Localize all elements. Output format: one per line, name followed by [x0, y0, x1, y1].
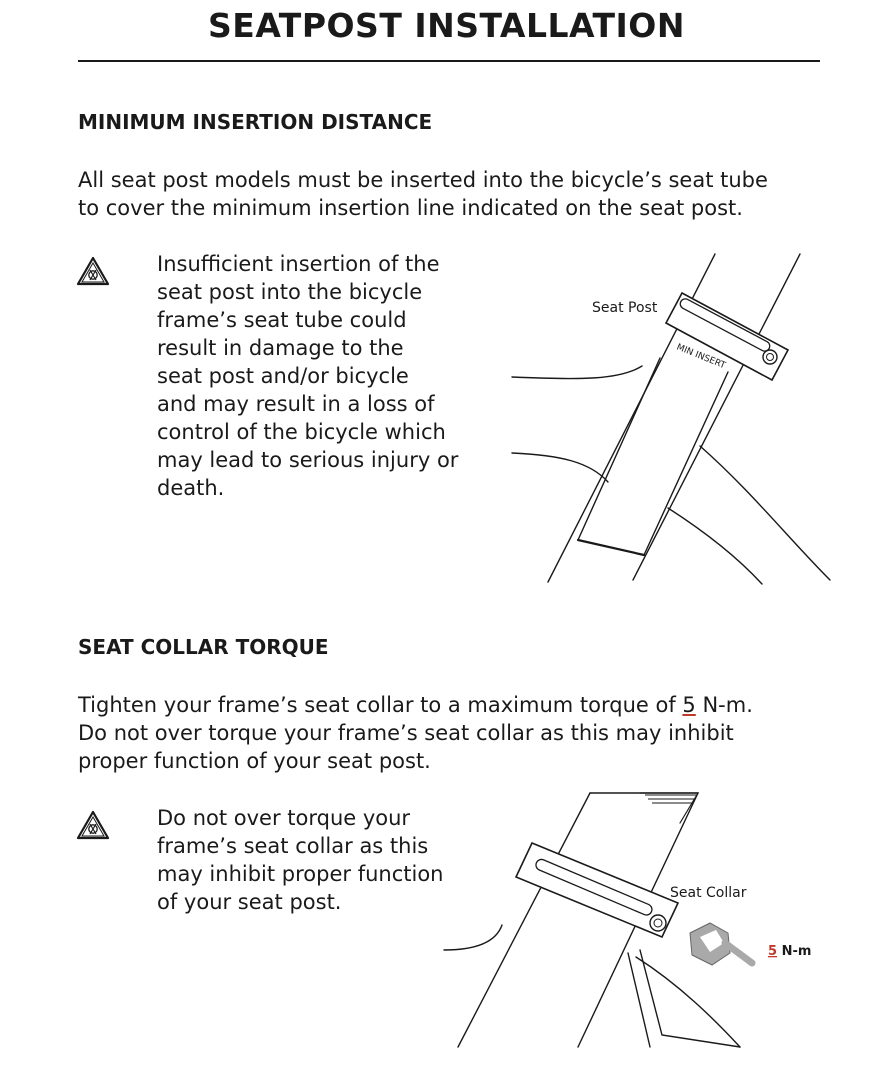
stay-lower-edge [668, 508, 762, 584]
min-insertion-warning [157, 250, 458, 502]
seat-tube-left-edge [458, 793, 590, 1047]
warning-line: seat post into the bicycle [157, 280, 423, 304]
seat-collar-body-line: Do not over torque your frame’s seat collar as this may inhibit [78, 721, 734, 745]
seat-collar-warning [157, 804, 443, 916]
seat-collar-clamp [666, 293, 788, 380]
torque-value: 5 [682, 693, 696, 717]
seat-post-right-edge [644, 372, 728, 555]
warning-line: control of the bicycle which [157, 420, 446, 444]
warning-line: may inhibit proper function [157, 862, 444, 886]
page-title: SEATPOST INSTALLATION [208, 6, 685, 45]
top-tube-upper-edge [512, 366, 642, 379]
torque-text-prefix: Tighten your frame’s seat collar to a maximum torque of [78, 693, 683, 717]
torque-spec-unit: N-m [777, 944, 812, 959]
torque-wrench-icon [690, 923, 752, 965]
min-insertion-heading: MINIMUM INSERTION DISTANCE [78, 110, 433, 134]
warning-line: death. [157, 476, 225, 500]
warning-line: Do not over torque your [157, 806, 411, 830]
seat-collar-body-line: proper function of your seat post. [78, 749, 431, 773]
seat-collar-torque-diagram [440, 785, 820, 1055]
top-tube-edge [444, 925, 502, 950]
warning-triangle-icon [76, 810, 110, 840]
seat-collar-body [78, 691, 838, 775]
warning-line: frame’s seat collar as this [157, 834, 429, 858]
torque-spec-value: 5 [768, 944, 778, 959]
warning-line: result in damage to the [157, 336, 404, 360]
min-insertion-body [78, 166, 838, 222]
seat-post-knurling [645, 795, 697, 803]
torque-spec-label [768, 944, 811, 959]
seat-collar-heading: SEAT COLLAR TORQUE [78, 635, 329, 659]
seat-post-label: Seat Post [592, 300, 658, 316]
stay-upper-edge [636, 957, 740, 1047]
warning-line: of your seat post. [157, 890, 342, 914]
warning-line: seat post and/or bicycle [157, 364, 409, 388]
warning-line: and may result in a loss of [157, 392, 435, 416]
seat-collar-body-line [78, 691, 838, 719]
allen-key-edge [628, 953, 650, 1047]
min-insertion-body-line: to cover the minimum insertion line indicated on the seat post. [78, 196, 743, 220]
seat-post-left-edge [578, 358, 660, 540]
torque-text-suffix: N-m. [695, 693, 753, 717]
seat-tube-right-edge [633, 254, 800, 580]
seat-post-insertion-diagram [500, 250, 840, 590]
seat-collar-label: Seat Collar [670, 885, 747, 901]
warning-triangle-icon [76, 256, 110, 286]
min-insert-label: MIN INSERT [674, 342, 727, 372]
stay-upper-edge [700, 446, 830, 580]
warning-line: may lead to serious injury or [157, 448, 459, 472]
min-insertion-body-line: All seat post models must be inserted into the bicycle’s seat tube [78, 168, 768, 192]
title-divider [78, 60, 820, 62]
seat-post-bottom-edge [578, 540, 644, 555]
warning-line: frame’s seat tube could [157, 308, 407, 332]
warning-line: Insufficient insertion of the [157, 252, 440, 276]
top-tube-lower-edge [512, 453, 608, 482]
